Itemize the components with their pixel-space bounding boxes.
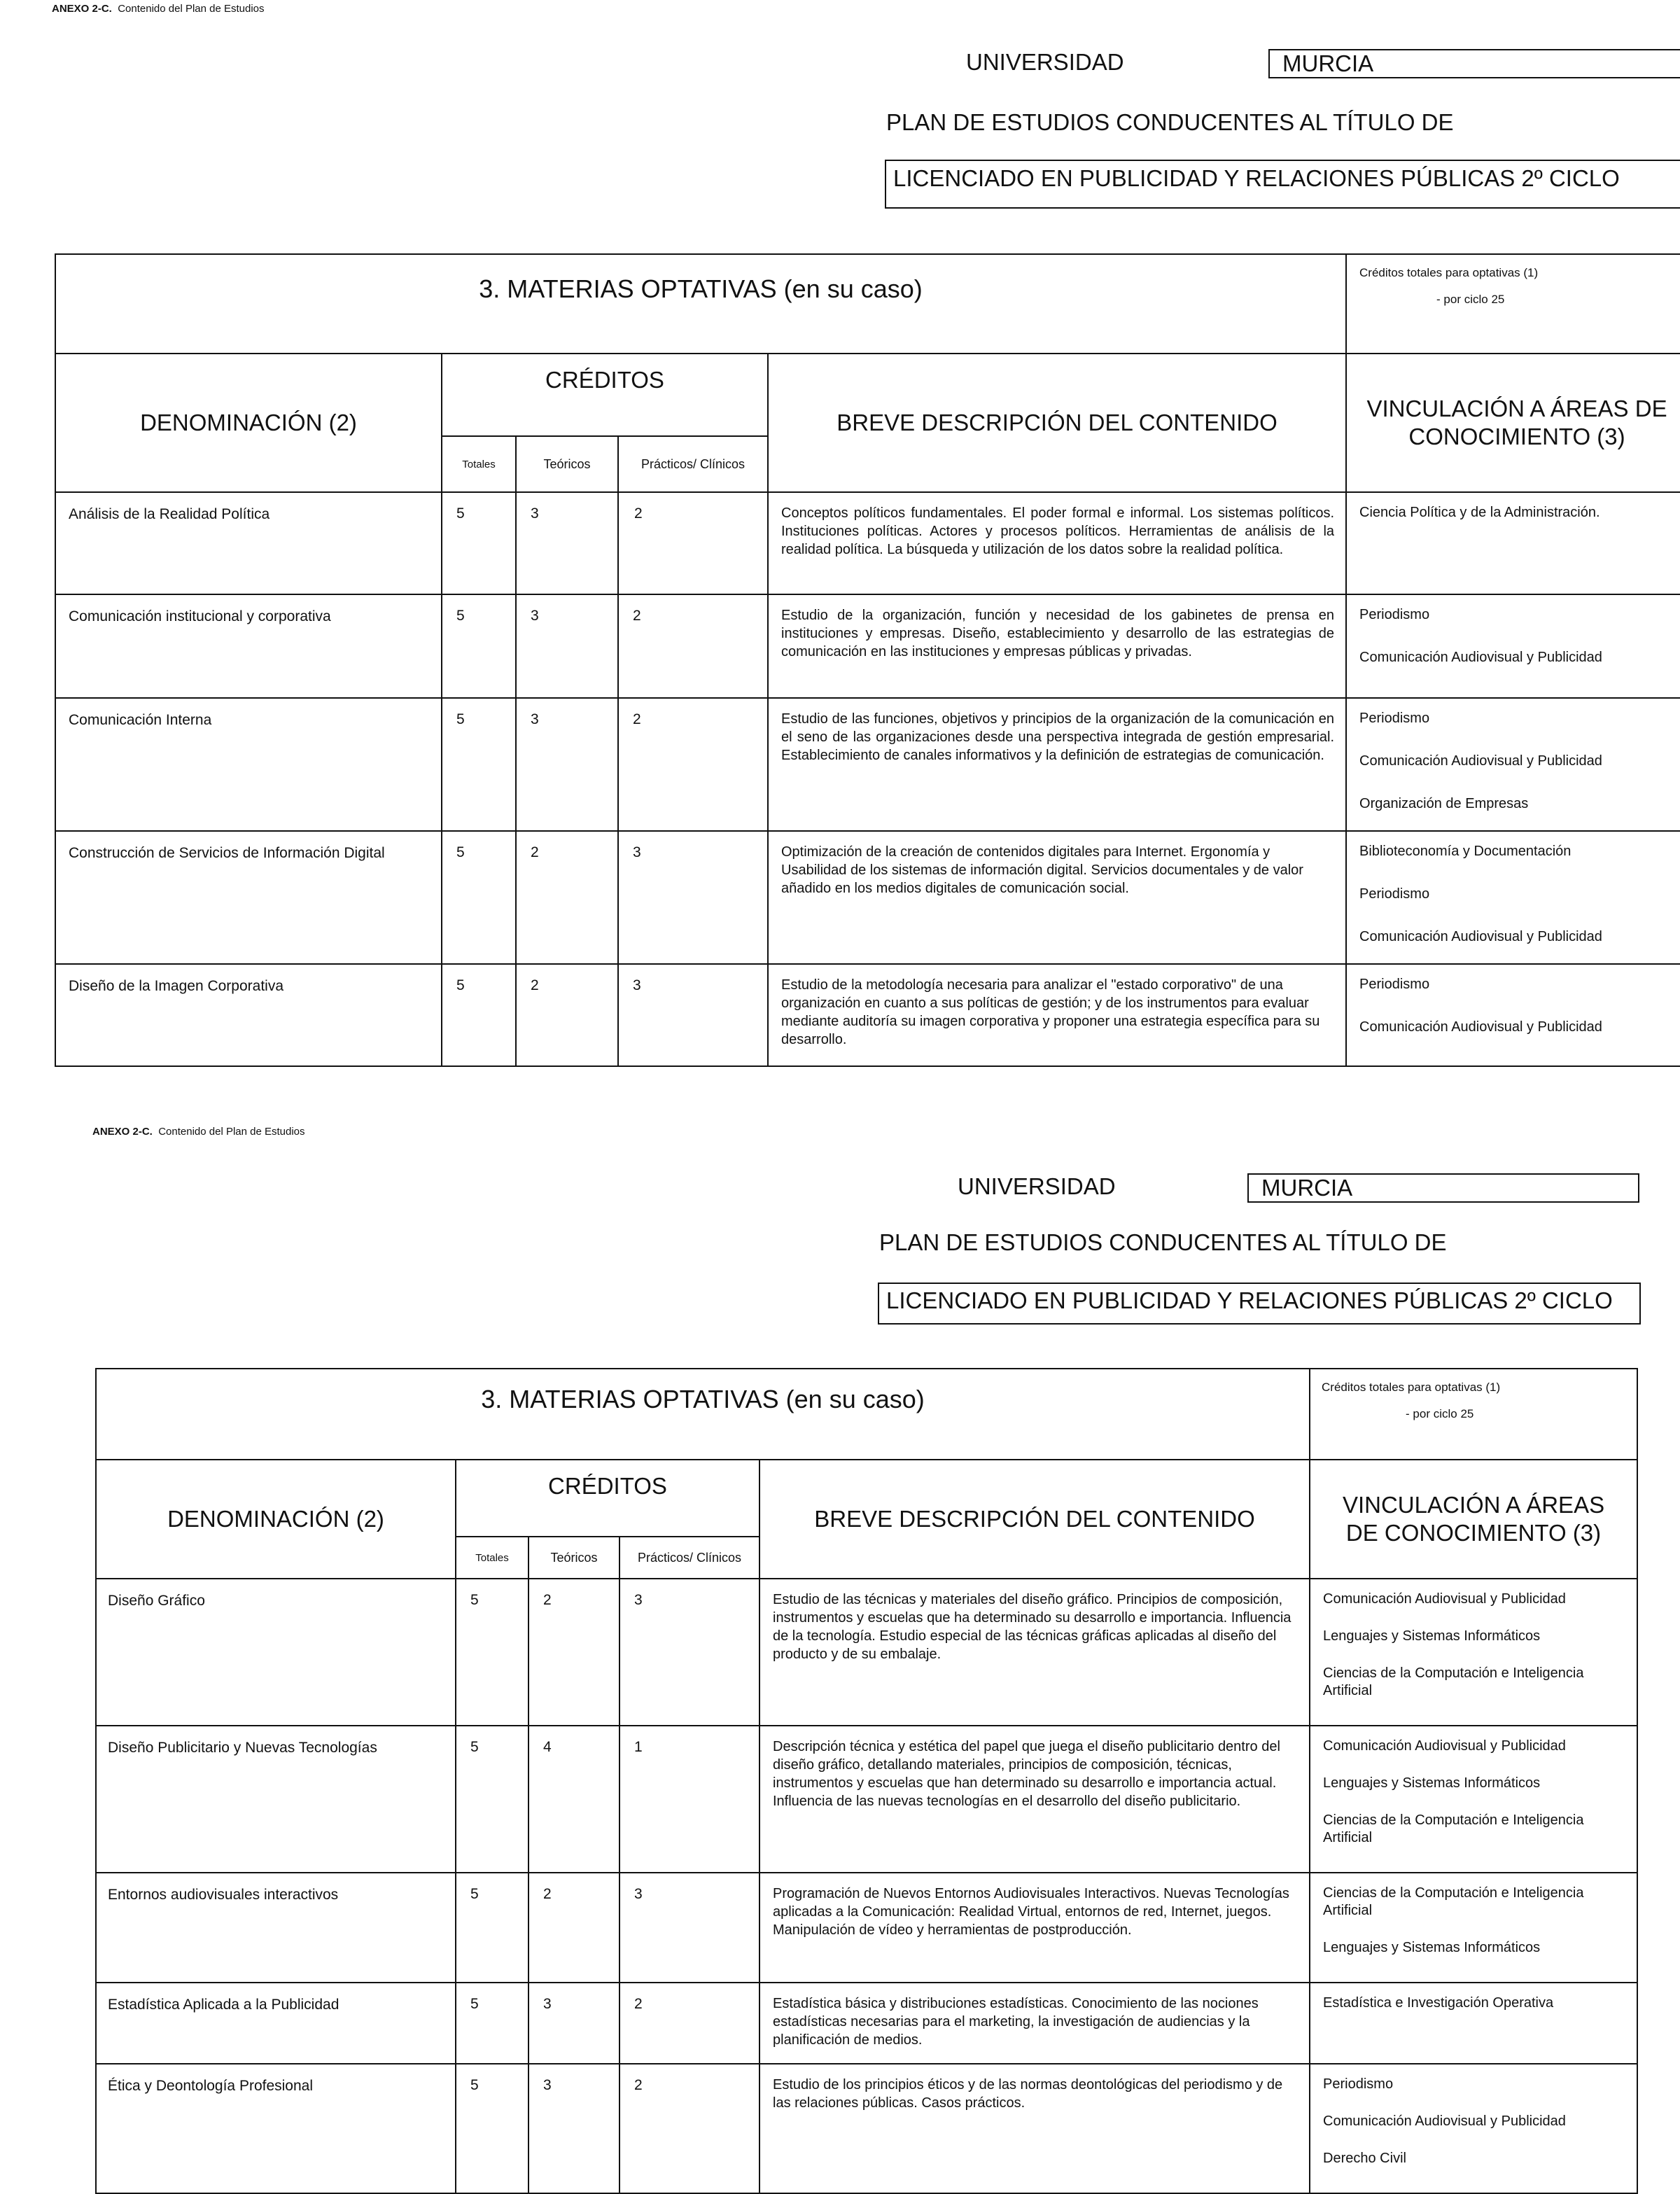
plan-title: PLAN DE ESTUDIOS CONDUCENTES AL TÍTULO DE <box>886 109 1454 135</box>
row-areas <box>1310 1983 1637 2064</box>
credits-total <box>1310 1369 1637 1460</box>
anexo-text: Contenido del Plan de Estudios <box>158 1126 305 1138</box>
row-areas <box>1310 1579 1637 1726</box>
row-description: Estadística básica y distribuciones estadísticas. Conocimiento de las nociones estadísticas necesarias para el marketing, la investigación de audiencias y la planificación de medios. <box>760 1983 1310 2064</box>
section-title: 3. MATERIAS OPTATIVAS (en su caso) <box>55 254 1346 354</box>
area-item: Comunicación Audiovisual y Publicidad <box>1359 1019 1602 1035</box>
area-item: Comunicación Audiovisual y Publicidad <box>1323 2113 1566 2129</box>
table-row <box>96 1726 1637 1873</box>
col-practicos: Prácticos/ Clínicos <box>618 436 768 492</box>
row-areas <box>1346 492 1680 594</box>
credits-per-cycle: - por ciclo 25 <box>1406 1407 1474 1420</box>
area-item: Estadística e Investigación Operativa <box>1323 1995 1554 2011</box>
row-totales: 5 <box>456 1873 528 1983</box>
row-name: Entornos audiovisuales interactivos <box>96 1873 456 1983</box>
table-row <box>55 492 1680 594</box>
row-totales: 5 <box>442 594 516 698</box>
col-creditos: CRÉDITOS <box>442 354 768 436</box>
plan-title: PLAN DE ESTUDIOS CONDUCENTES AL TÍTULO DE <box>879 1229 1447 1255</box>
optativas-table <box>95 1368 1638 2194</box>
row-practicos: 2 <box>618 698 768 831</box>
degree-title: LICENCIADO EN PUBLICIDAD Y RELACIONES PÚBLICAS 2º CICLO <box>878 1283 1641 1325</box>
row-totales: 5 <box>456 1579 528 1726</box>
col-vinculacion: VINCULACIÓN A ÁREAS DE CONOCIMIENTO (3) <box>1310 1460 1637 1579</box>
table-row <box>55 698 1680 831</box>
area-item: Periodismo <box>1359 977 1430 992</box>
credits-total-label: Créditos totales para optativas (1) <box>1322 1381 1501 1394</box>
row-practicos: 1 <box>620 1726 760 1873</box>
col-creditos: CRÉDITOS <box>456 1460 760 1537</box>
row-practicos: 3 <box>618 964 768 1066</box>
anexo-label: ANEXO 2-C. <box>52 3 112 15</box>
anexo-text: Contenido del Plan de Estudios <box>118 3 265 15</box>
row-practicos: 3 <box>618 831 768 964</box>
row-totales: 5 <box>442 831 516 964</box>
area-item: Periodismo <box>1359 607 1430 622</box>
col-denominacion: DENOMINACIÓN (2) <box>96 1460 456 1579</box>
row-areas <box>1310 1873 1637 1983</box>
area-item: Periodismo <box>1359 886 1430 902</box>
area-item: Organización de Empresas <box>1359 796 1529 811</box>
credits-per-cycle: - por ciclo 25 <box>1436 293 1505 306</box>
row-teoricos: 3 <box>528 2064 620 2193</box>
area-item: Comunicación Audiovisual y Publicidad <box>1359 929 1602 944</box>
row-name: Diseño Publicitario y Nuevas Tecnologías <box>96 1726 456 1873</box>
university-value: MURCIA <box>1268 49 1680 78</box>
row-name: Diseño de la Imagen Corporativa <box>55 964 442 1066</box>
area-item: Comunicación Audiovisual y Publicidad <box>1323 1738 1566 1754</box>
row-name: Comunicación institucional y corporativa <box>55 594 442 698</box>
col-descripcion: BREVE DESCRIPCIÓN DEL CONTENIDO <box>768 354 1346 492</box>
row-description: Estudio de la organización, función y necesidad de los gabinetes de prensa en instituciones y empresas. Diseño, establecimiento y desarrollo de las estrategias de comunicación en las instituciones y empresas públicas y privadas. <box>768 594 1346 698</box>
row-areas <box>1346 831 1680 964</box>
row-description: Conceptos políticos fundamentales. El poder formal e informal. Los sistemas políticos. Instituciones políticas. Actores y procesos políticos. Herramientas de análisis de la realidad política. La búsqueda y utilización de los datos sobre la realidad política. <box>768 492 1346 594</box>
table-row <box>55 964 1680 1066</box>
row-teoricos: 2 <box>528 1873 620 1983</box>
row-name: Comunicación Interna <box>55 698 442 831</box>
col-vinculacion: VINCULACIÓN A ÁREAS DE CONOCIMIENTO (3) <box>1346 354 1680 492</box>
row-totales: 5 <box>442 698 516 831</box>
row-totales: 5 <box>442 492 516 594</box>
row-practicos: 2 <box>618 594 768 698</box>
row-areas <box>1346 698 1680 831</box>
area-item: Ciencias de la Computación e Inteligencia Artificial <box>1323 1885 1584 1918</box>
row-practicos: 2 <box>620 1983 760 2064</box>
area-item: Ciencia Política y de la Administración. <box>1359 505 1600 520</box>
university-label: UNIVERSIDAD <box>958 1173 1116 1199</box>
row-description: Estudio de las técnicas y materiales del diseño gráfico. Principios de composición, instrumentos y escuelas que ha determinado su desarrollo e importancia. Influencia de la tecnología. Estudio especial de las técnicas gráficas aplicadas al diseño del producto y de su embalaje. <box>760 1579 1310 1726</box>
anexo-header <box>52 3 265 15</box>
row-description: Descripción técnica y estética del papel que juega el diseño publicitario dentro del diseño gráfico, detallando materiales, principios de composición, técnicas, instrumentos y escuelas que han determinado su desarrollo e importancia actual. Influencia de las nuevas tecnologías en el desarrollo del diseño publicitario. <box>760 1726 1310 1873</box>
university-label: UNIVERSIDAD <box>966 49 1124 75</box>
credits-total-label: Créditos totales para optativas (1) <box>1359 266 1539 279</box>
row-description: Estudio de las funciones, objetivos y principios de la organización de la comunicación en el seno de las organizaciones desde una perspectiva integrada de gestión empresarial. Establecimiento de canales informativos y la definición de estrategias de comunicación. <box>768 698 1346 831</box>
col-teoricos: Teóricos <box>528 1537 620 1579</box>
col-teoricos: Teóricos <box>516 436 618 492</box>
row-areas <box>1346 594 1680 698</box>
area-item: Lenguajes y Sistemas Informáticos <box>1323 1628 1541 1644</box>
row-practicos: 3 <box>620 1579 760 1726</box>
row-teoricos: 4 <box>528 1726 620 1873</box>
area-item: Periodismo <box>1323 2076 1394 2092</box>
area-item: Ciencias de la Computación e Inteligencia Artificial <box>1323 1812 1584 1845</box>
row-areas <box>1346 964 1680 1066</box>
area-item: Periodismo <box>1359 711 1430 726</box>
col-descripcion: BREVE DESCRIPCIÓN DEL CONTENIDO <box>760 1460 1310 1579</box>
row-description: Optimización de la creación de contenidos digitales para Internet. Ergonomía y Usabilidad de los sistemas de información digital. Servicios documentales y de valor añadido en los medios digitales de comunicación social. <box>768 831 1346 964</box>
area-item: Biblioteconomía y Documentación <box>1359 844 1572 859</box>
row-description: Estudio de los principios éticos y de las normas deontológicas del periodismo y de las relaciones públicas. Casos prácticos. <box>760 2064 1310 2193</box>
anexo-header <box>92 1126 305 1138</box>
row-teoricos: 3 <box>516 492 618 594</box>
degree-title: LICENCIADO EN PUBLICIDAD Y RELACIONES PÚBLICAS 2º CICLO <box>885 160 1680 209</box>
table-row <box>55 831 1680 964</box>
row-totales: 5 <box>456 1726 528 1873</box>
row-totales: 5 <box>442 964 516 1066</box>
row-practicos: 3 <box>620 1873 760 1983</box>
optativas-table <box>55 253 1680 1067</box>
row-name: Diseño Gráfico <box>96 1579 456 1726</box>
row-description: Programación de Nuevos Entornos Audiovisuales Interactivos. Nuevas Tecnologías aplicadas a la Comunicación: Realidad Virtual, entornos de red, Internet, juegos. Manipulación de vídeo y herramientas de postproducción. <box>760 1873 1310 1983</box>
university-value: MURCIA <box>1247 1173 1639 1203</box>
row-teoricos: 3 <box>528 1983 620 2064</box>
row-name: Ética y Deontología Profesional <box>96 2064 456 2193</box>
area-item: Lenguajes y Sistemas Informáticos <box>1323 1775 1541 1791</box>
anexo-label: ANEXO 2-C. <box>92 1126 153 1138</box>
table-row <box>96 1579 1637 1726</box>
area-item: Derecho Civil <box>1323 2151 1406 2166</box>
row-name: Estadística Aplicada a la Publicidad <box>96 1983 456 2064</box>
col-practicos: Prácticos/ Clínicos <box>620 1537 760 1579</box>
area-item: Comunicación Audiovisual y Publicidad <box>1323 1591 1566 1607</box>
row-areas <box>1310 2064 1637 2193</box>
row-totales: 5 <box>456 1983 528 2064</box>
col-totales: Totales <box>456 1537 528 1579</box>
col-totales: Totales <box>442 436 516 492</box>
area-item: Comunicación Audiovisual y Publicidad <box>1359 753 1602 769</box>
table-row <box>96 2064 1637 2193</box>
section-title: 3. MATERIAS OPTATIVAS (en su caso) <box>96 1369 1310 1460</box>
row-areas <box>1310 1726 1637 1873</box>
area-item: Lenguajes y Sistemas Informáticos <box>1323 1940 1541 1955</box>
row-teoricos: 3 <box>516 594 618 698</box>
credits-total <box>1346 254 1680 354</box>
table-row <box>55 594 1680 698</box>
row-teoricos: 2 <box>516 831 618 964</box>
area-item: Comunicación Audiovisual y Publicidad <box>1359 650 1602 665</box>
table-row <box>96 1873 1637 1983</box>
area-item: Ciencias de la Computación e Inteligencia Artificial <box>1323 1665 1584 1698</box>
row-teoricos: 3 <box>516 698 618 831</box>
table-row <box>96 1983 1637 2064</box>
row-name: Análisis de la Realidad Política <box>55 492 442 594</box>
row-totales: 5 <box>456 2064 528 2193</box>
row-practicos: 2 <box>620 2064 760 2193</box>
row-teoricos: 2 <box>516 964 618 1066</box>
row-teoricos: 2 <box>528 1579 620 1726</box>
row-description: Estudio de la metodología necesaria para analizar el "estado corporativo" de una organización en cuanto a sus políticas de gestión; y de los instrumentos para evaluar mediante auditoría su imagen corporativa y proponer una estrategia específica para su desarrollo. <box>768 964 1346 1066</box>
row-practicos: 2 <box>618 492 768 594</box>
row-name: Construcción de Servicios de Información Digital <box>55 831 442 964</box>
col-denominacion: DENOMINACIÓN (2) <box>55 354 442 492</box>
